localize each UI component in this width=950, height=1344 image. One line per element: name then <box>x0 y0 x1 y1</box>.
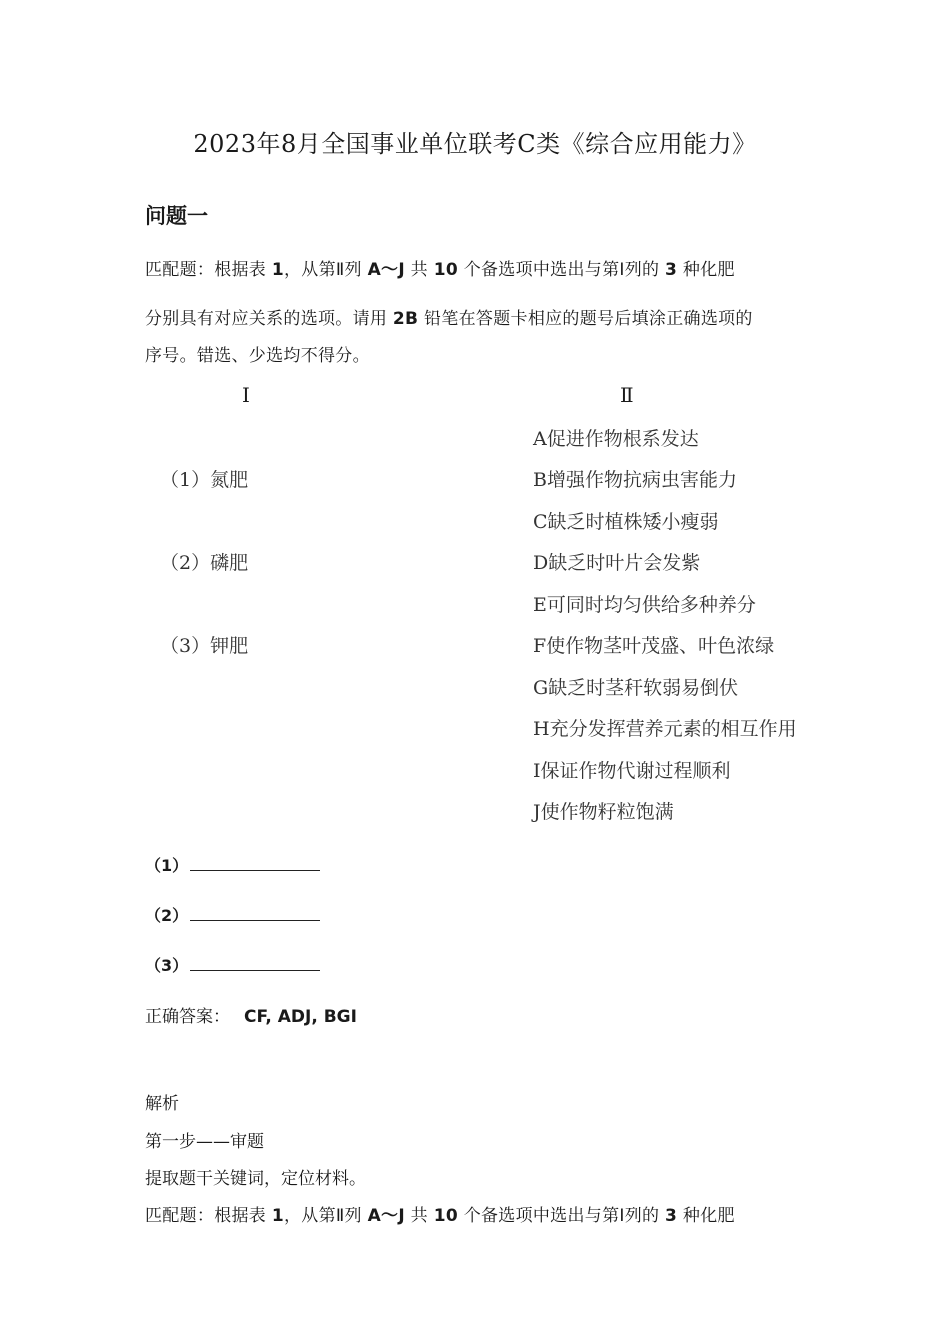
correct-answer <box>145 1002 357 1027</box>
column-1-header: Ⅰ <box>242 383 250 407</box>
text-run: 铅笔在答题卡相应的题号后填涂正确选项的 <box>424 309 753 329</box>
blank-underline <box>190 856 320 871</box>
text-run: 1 <box>271 1206 284 1226</box>
answer-label: 正确答案： <box>145 1007 230 1027</box>
text-run: 1 <box>271 260 284 280</box>
option-item: B增强作物抗病虫害能力 <box>533 469 737 491</box>
text-run: A～J <box>367 260 405 280</box>
fertilizer-item: （2）磷肥 <box>160 552 249 574</box>
answer-blank <box>145 853 320 876</box>
blank-label: （3） <box>145 956 189 975</box>
blank-underline <box>190 906 320 921</box>
blank-underline <box>190 956 320 971</box>
text-run: 共 <box>410 1206 428 1226</box>
blank-label: （1） <box>145 856 189 875</box>
text-run: 3 <box>665 1206 678 1226</box>
option-item: G缺乏时茎秆软弱易倒伏 <box>533 677 739 699</box>
text-run: 个备选项中选出与第Ⅰ列的 <box>463 260 660 280</box>
analysis-step-1-desc: 提取题干关键词，定位材料。 <box>145 1169 366 1189</box>
fertilizer-item: （1）氮肥 <box>160 469 249 491</box>
text-run: ，从第Ⅱ列 <box>283 1206 362 1226</box>
option-item: I保证作物代谢过程顺利 <box>533 760 731 782</box>
answer-blank <box>145 903 320 926</box>
option-item: D缺乏时叶片会发紫 <box>533 552 701 574</box>
text-run: 种化肥 <box>682 260 735 280</box>
text-run: 2B <box>392 309 419 329</box>
text-run: 种化肥 <box>682 1206 735 1226</box>
text-run: 匹配题：根据表 <box>145 1206 267 1226</box>
option-item: E可同时均匀供给多种养分 <box>533 594 756 616</box>
answer-blank <box>145 953 320 976</box>
document-title: 2023年8月全国事业单位联考C类《综合应用能力》 <box>193 130 757 158</box>
instruction-line-2 <box>145 304 753 329</box>
analysis-step-1: 第一步——审题 <box>145 1132 264 1152</box>
option-item: J使作物籽粒饱满 <box>533 801 674 823</box>
blank-label: （2） <box>145 906 189 925</box>
instruction-line-1 <box>145 255 735 280</box>
text-run: 共 <box>410 260 428 280</box>
text-run: 个备选项中选出与第Ⅰ列的 <box>463 1206 660 1226</box>
text-run: 分别具有对应关系的选项。请用 <box>145 309 388 329</box>
option-item: A促进作物根系发达 <box>533 428 699 450</box>
text-run: 10 <box>433 1206 458 1226</box>
column-2-header: Ⅱ <box>620 383 634 407</box>
analysis-repeat-line <box>145 1201 735 1226</box>
analysis-heading: 解析 <box>145 1094 179 1114</box>
option-item: F使作物茎叶茂盛、叶色浓绿 <box>533 635 775 657</box>
option-item: H充分发挥营养元素的相互作用 <box>533 718 797 740</box>
text-run: 3 <box>665 260 678 280</box>
text-run: ，从第Ⅱ列 <box>283 260 362 280</box>
text-run: A～J <box>367 1206 405 1226</box>
instruction-line-3: 序号。错选、少选均不得分。 <box>145 346 370 366</box>
question-heading: 问题一 <box>145 204 208 228</box>
fertilizer-item: （3）钾肥 <box>160 635 249 657</box>
answer-value: CF, ADJ, BGI <box>244 1007 357 1027</box>
text-run: 10 <box>433 260 458 280</box>
option-item: C缺乏时植株矮小瘦弱 <box>533 511 719 533</box>
text-run: 匹配题：根据表 <box>145 260 267 280</box>
